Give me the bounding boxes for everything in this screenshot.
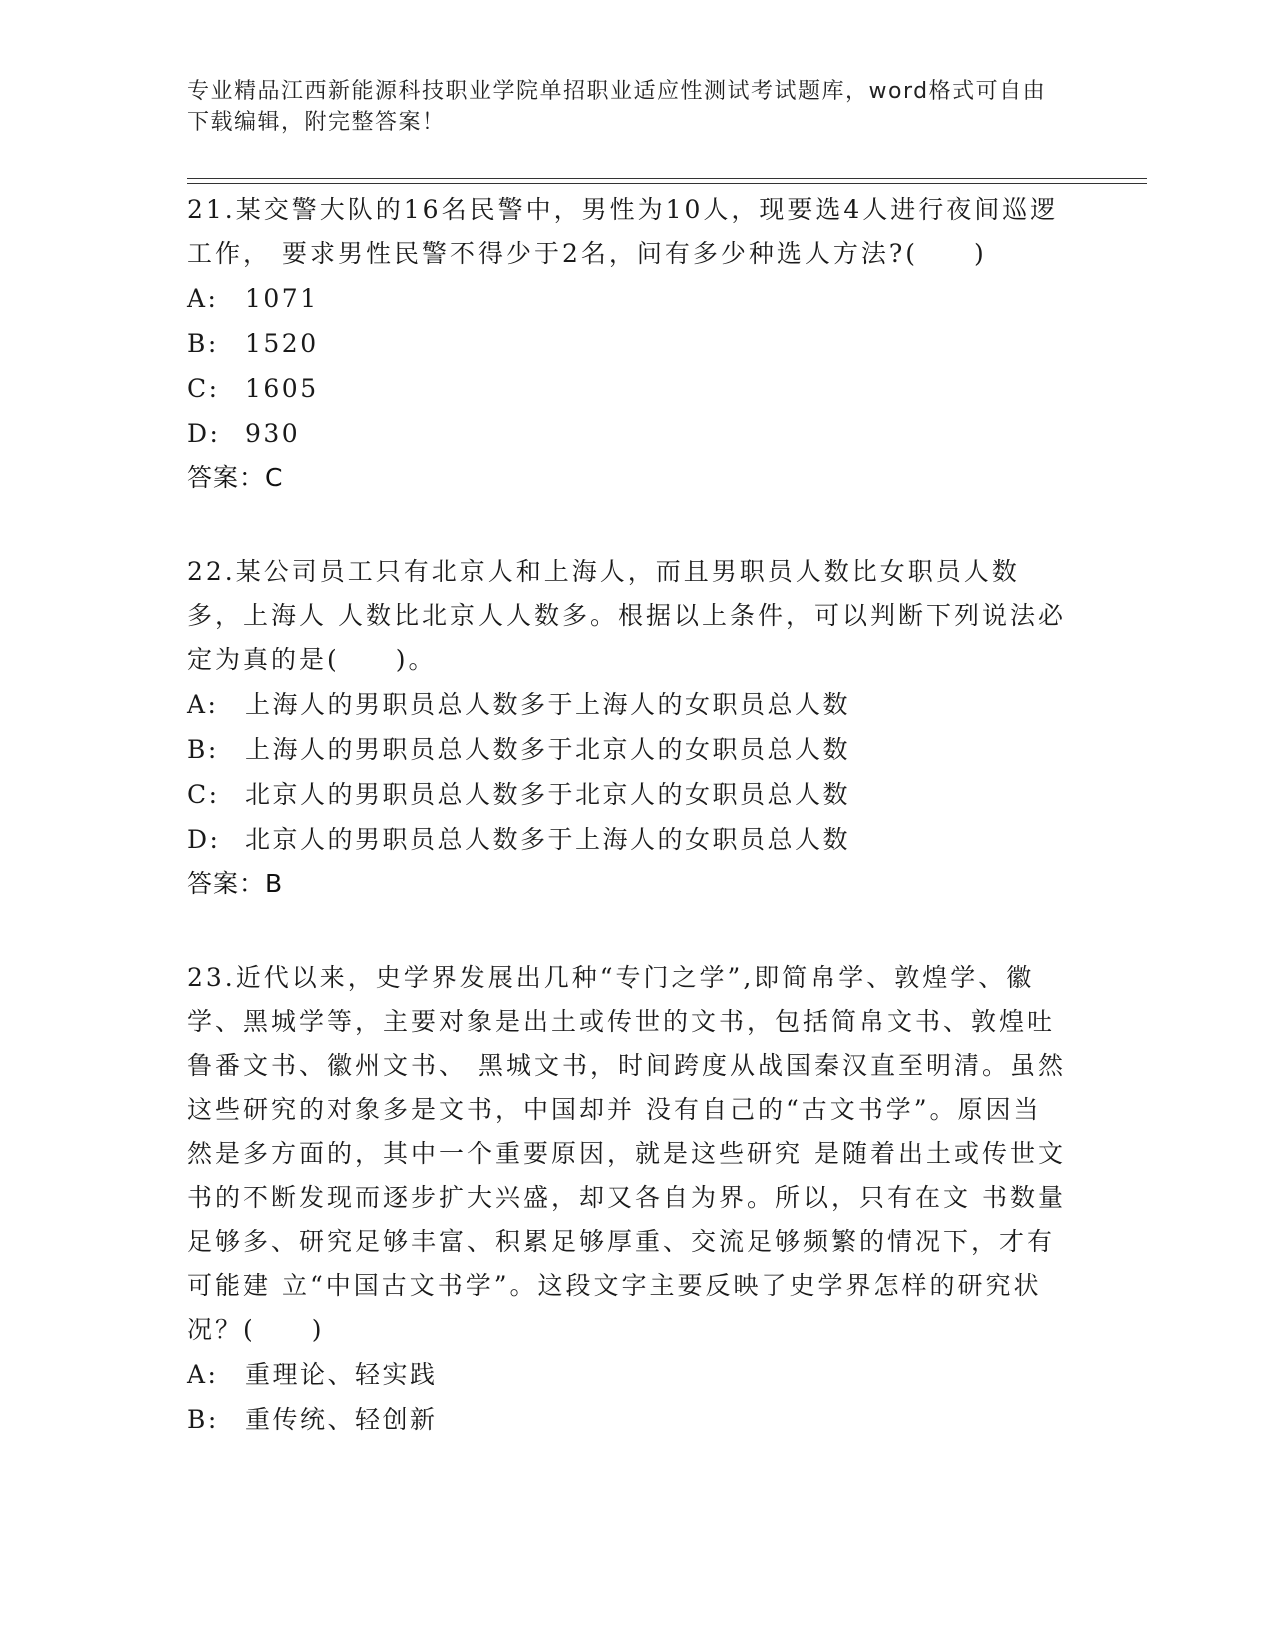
question-stem: 22.某公司员工只有北京人和上海人，而且男职员人数比女职员人数多，上海人 人数比北京人人数多。根据以上条件，可以判断下列说法必定为真的是( )。 <box>187 557 1066 674</box>
option-text: 上海人的男职员总人数多于上海人的女职员总人数 <box>245 690 851 719</box>
option-a <box>187 682 1067 727</box>
option-letter: A: <box>187 1360 219 1389</box>
option-b <box>187 727 1067 772</box>
question-21 <box>187 188 1067 500</box>
option-letter: D: <box>187 825 221 854</box>
option-c <box>187 366 1067 411</box>
option-text: 1071 <box>245 284 319 313</box>
option-d <box>187 411 1067 456</box>
header-divider-top <box>187 178 1147 179</box>
answer-line: 答案：B <box>187 869 284 898</box>
option-letter: A: <box>187 284 219 313</box>
option-b <box>187 1397 1067 1442</box>
option-c <box>187 772 1067 817</box>
option-letter: A: <box>187 690 219 719</box>
question-22 <box>187 550 1067 906</box>
option-a <box>187 276 1067 321</box>
option-text: 北京人的男职员总人数多于上海人的女职员总人数 <box>245 825 851 854</box>
option-text: 重传统、轻创新 <box>245 1405 438 1434</box>
option-text: 北京人的男职员总人数多于北京人的女职员总人数 <box>245 780 851 809</box>
option-text: 930 <box>245 419 301 448</box>
option-letter: B: <box>187 735 219 764</box>
option-b <box>187 321 1067 366</box>
option-text: 上海人的男职员总人数多于北京人的女职员总人数 <box>245 735 851 764</box>
option-text: 1605 <box>245 374 319 403</box>
document-header: 专业精品江西新能源科技职业学院单招职业适应性测试考试题库，word格式可自由下载编辑，附完整答案！ <box>187 79 1047 135</box>
option-text: 重理论、轻实践 <box>245 1360 438 1389</box>
option-letter: C: <box>187 374 220 403</box>
option-d <box>187 817 1067 862</box>
option-letter: B: <box>187 1405 219 1434</box>
question-23 <box>187 956 1067 1442</box>
option-letter: D: <box>187 419 221 448</box>
question-stem: 21.某交警大队的16名民警中，男性为10人，现要选4人进行夜间巡逻工作， 要求男性民警不得少于2名，问有多少种选人方法?( ) <box>187 195 1059 268</box>
question-stem: 23.近代以来，史学界发展出几种“专门之学”,即简帛学、敦煌学、徽学、黑城学等，主要对象是出土或传世的文书，包括简帛文书、敦煌吐鲁番文书、徽州文书、 黑城文书，时间跨度从战国秦汉直至明清。虽然这些研究的对象多是文书，中国却并 没有自己的“古文书学”。原因当然是多方面的，其中一个重要原因，就是这些研究 是随着出土或传世文书的不断发现而逐步扩大兴盛，却又各自为界。所以，只有在文 书数量足够多、研究足够丰富、积累足够厚重、交流足够频繁的情况下，才有可能建 立“中国古文书学”。这段文字主要反映了史学界怎样的研究状况？( ) <box>187 963 1066 1344</box>
answer-line: 答案：C <box>187 463 284 492</box>
option-a <box>187 1352 1067 1397</box>
option-letter: B: <box>187 329 219 358</box>
option-letter: C: <box>187 780 220 809</box>
option-text: 1520 <box>245 329 319 358</box>
header-divider-bottom <box>187 183 1147 184</box>
